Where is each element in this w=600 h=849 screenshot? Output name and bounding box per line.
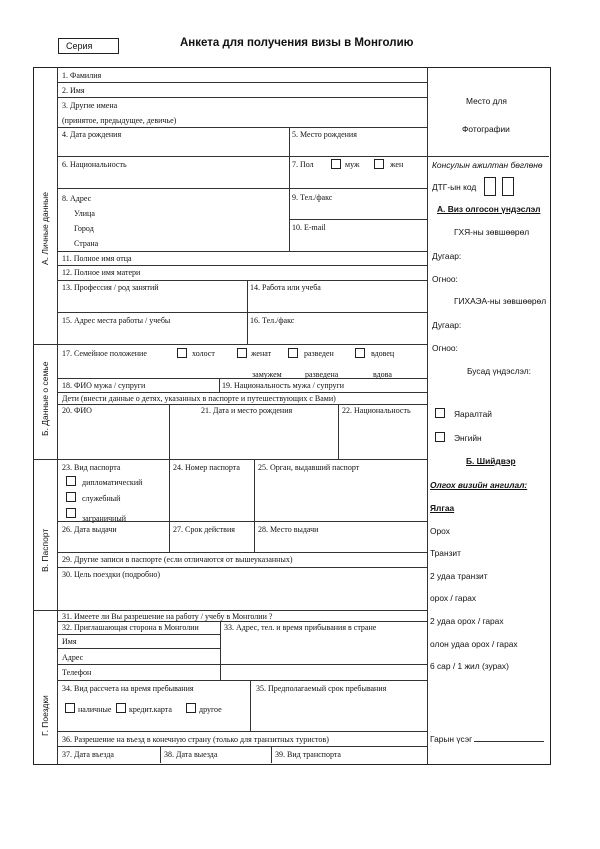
multiple-in-out-option: олон удаа орох / гарах xyxy=(430,639,518,649)
row-line xyxy=(57,567,427,568)
surname-label: 1. Фамилия xyxy=(62,71,102,80)
gender-male-checkbox[interactable] xyxy=(331,159,341,169)
gender-female-checkbox[interactable] xyxy=(374,159,384,169)
number-label-2: Дугаар: xyxy=(432,320,462,330)
divorced-female-label: разведена xyxy=(305,370,339,379)
photo-area-bottom xyxy=(427,156,549,157)
row-line xyxy=(57,392,427,393)
single-checkbox[interactable] xyxy=(177,348,187,358)
row-line xyxy=(57,265,427,266)
section-family: Б. Данные о семье xyxy=(40,361,50,436)
in-out-option: орох / гарах xyxy=(430,593,477,603)
normal-checkbox[interactable] xyxy=(435,432,445,442)
normal-label: Энгийн xyxy=(454,433,482,443)
row-line xyxy=(289,219,427,220)
col-line xyxy=(160,746,161,763)
consul-note: Консулын ажилтан бөглөнө xyxy=(432,160,543,170)
inviting-party-label: 32. Приглашающая сторона в Монголии xyxy=(62,623,199,632)
validity-label: 27. Срок действия xyxy=(173,525,235,534)
city-label: Город xyxy=(74,224,94,233)
side-panel-divider xyxy=(427,67,428,764)
section-column-divider xyxy=(57,67,58,764)
dtg-code-box-2[interactable] xyxy=(502,177,514,196)
passport-diplomatic-checkbox[interactable] xyxy=(66,476,76,486)
exit-date-label: 38. Дата выезда xyxy=(164,750,218,759)
row-line xyxy=(57,312,427,313)
gender-male-label: муж xyxy=(345,160,360,169)
page-title: Анкета для получения визы в Монголию xyxy=(180,37,414,49)
widower-checkbox[interactable] xyxy=(355,348,365,358)
col-line xyxy=(247,280,248,344)
payment-other-checkbox[interactable] xyxy=(186,703,196,713)
row-line xyxy=(57,127,427,128)
section-divider-cd xyxy=(33,610,57,611)
date-label-1: Огноо: xyxy=(432,274,458,284)
signature-line[interactable] xyxy=(474,741,544,742)
first-name-label: 2. Имя xyxy=(62,86,85,95)
other-names-note: (принятое, предыдущее, девичье) xyxy=(62,116,177,125)
street-label: Улица xyxy=(74,209,95,218)
work-phone-label: 16. Тел./факс xyxy=(250,316,295,325)
transit-option: Транзит xyxy=(430,548,461,558)
country-label: Страна xyxy=(74,239,99,248)
gender-female-label: жен xyxy=(390,160,404,169)
row-line xyxy=(57,188,427,189)
row-line xyxy=(57,552,427,553)
photo-line2: Фотографии xyxy=(462,124,510,134)
inviting-name-label: Имя xyxy=(62,637,77,646)
passport-service-checkbox[interactable] xyxy=(66,492,76,502)
section-divider-ab xyxy=(33,344,57,345)
child-name-label: 20. ФИО xyxy=(62,406,92,415)
row-line xyxy=(57,648,220,649)
payment-cash-checkbox[interactable] xyxy=(65,703,75,713)
child-birth-label: 21. Дата и место рождения xyxy=(201,406,293,415)
inviting-address-label: Адрес xyxy=(62,653,84,662)
number-label-1: Дугаар: xyxy=(432,251,462,261)
widow-label: вдова xyxy=(373,370,392,379)
double-in-out-option: 2 удаа орох / гарах xyxy=(430,616,504,626)
passport-diplomatic-label: дипломатический xyxy=(82,478,143,487)
payment-other-label: другое xyxy=(199,705,222,714)
married-checkbox[interactable] xyxy=(237,348,247,358)
entry-visa-option: Орох xyxy=(430,526,450,536)
other-basis-label: Бусад үндэслэл: xyxy=(467,366,531,376)
section-passport: В. Паспорт xyxy=(40,528,50,572)
gender-label: 7. Пол xyxy=(292,160,314,169)
row-line xyxy=(57,680,427,681)
issue-date-label: 26. Дата выдачи xyxy=(62,525,117,534)
photo-line1: Место для xyxy=(466,96,507,106)
passport-service-label: служебный xyxy=(82,494,121,503)
child-nationality-label: 22. Национальность xyxy=(342,406,411,415)
date-label-2: Огноо: xyxy=(432,343,458,353)
row-line xyxy=(57,404,427,405)
trip-purpose-label: 30. Цель поездки (подробно) xyxy=(62,570,161,579)
profession-label: 13. Профессия / род занятий xyxy=(62,283,159,292)
spouse-nationality-label: 19. Национальность мужа / супруги xyxy=(222,381,345,390)
col-line xyxy=(338,404,339,459)
section-trip: Г. Поездки xyxy=(40,695,50,736)
ylgaa-label: Ялгаа xyxy=(430,503,455,513)
stay-address-label: 33. Адрес, тел. и время прибывания в стране xyxy=(224,623,377,632)
birth-place-label: 5. Место рождения xyxy=(292,130,357,139)
married-female-label: замужем xyxy=(252,370,282,379)
col-line xyxy=(169,459,170,552)
nationality-label: 6. Национальность xyxy=(62,160,127,169)
single-label: холост xyxy=(192,349,215,358)
decision-heading: Б. Шийдвэр xyxy=(466,456,516,466)
row-line xyxy=(57,621,427,622)
passport-foreign-checkbox[interactable] xyxy=(66,508,76,518)
urgent-checkbox[interactable] xyxy=(435,408,445,418)
row-line xyxy=(57,664,427,665)
payment-credit-label: кредит.карта xyxy=(129,705,172,714)
other-names-label: 3. Другие имена xyxy=(62,101,118,110)
entry-permit-label: 36. Разрешение на въезд в конечную страну (только для транзитных туристов) xyxy=(62,735,329,744)
address-label: 8. Адрес xyxy=(62,194,92,203)
passport-type-label: 23. Вид паспорта xyxy=(62,463,121,472)
row-line xyxy=(57,731,427,732)
visa-type-label: Олгох визийн ангилал: xyxy=(430,480,528,490)
series-label: Серия xyxy=(66,41,93,51)
married-label: женат xyxy=(251,349,272,358)
phone-fax-label: 9. Тел./факс xyxy=(292,193,333,202)
row-line xyxy=(57,344,427,345)
divorced-checkbox[interactable] xyxy=(288,348,298,358)
row-line xyxy=(57,280,427,281)
dtg-code-label: ДТГ-ын код xyxy=(432,182,477,192)
dtg-code-box-1[interactable] xyxy=(484,177,496,196)
row-line xyxy=(57,634,220,635)
payment-cash-label: наличные xyxy=(78,705,112,714)
passport-number-label: 24. Номер паспорта xyxy=(173,463,240,472)
col-line xyxy=(220,621,221,680)
section-divider-bc xyxy=(33,459,57,460)
col-line xyxy=(254,459,255,552)
transport-label: 39. Вид транспорта xyxy=(275,750,341,759)
other-records-label: 29. Другие записи в паспорте (если отличаются от вышеуказанных) xyxy=(62,555,293,564)
row-line xyxy=(57,251,427,252)
stay-duration-label: 35. Предполагаемый срок пребывания xyxy=(256,684,387,693)
father-name-label: 11. Полное имя отца xyxy=(62,254,132,263)
email-label: 10. E-mail xyxy=(292,223,326,232)
issue-place-label: 28. Место выдачи xyxy=(258,525,319,534)
spouse-name-label: 18. ФИО мужа / супруги xyxy=(62,381,146,390)
work-permit-label: 31. Имеете ли Вы разрешение на работу / учебу в Монголии ? xyxy=(62,612,273,621)
payment-credit-checkbox[interactable] xyxy=(116,703,126,713)
visa-basis-heading: А. Виз олгосон үндэслэл xyxy=(437,204,541,214)
period-option: 6 сар / 1 жил (зурах) xyxy=(430,661,509,671)
signature-label: Гарын үсэг xyxy=(430,734,473,744)
passport-foreign-label: заграничный xyxy=(82,514,127,523)
double-transit-option: 2 удаа транзит xyxy=(430,571,488,581)
col-line xyxy=(271,746,272,763)
passport-issuer-label: 25. Орган, выдавший паспорт xyxy=(258,463,360,472)
work-study-label: 14. Работа или учеба xyxy=(250,283,321,292)
col-line xyxy=(250,680,251,731)
row-line xyxy=(57,610,427,611)
row-line xyxy=(57,459,427,460)
mother-name-label: 12. Полное имя матери xyxy=(62,268,141,277)
widower-label: вдовец xyxy=(371,349,395,358)
section-personal: А. Личные данные xyxy=(40,192,50,265)
children-note: Дети (внести данные о детях, указанных в паспорте и путешествующих с Вами) xyxy=(62,394,336,403)
col-line xyxy=(289,127,290,251)
row-line xyxy=(57,156,427,157)
col-line xyxy=(219,378,220,392)
work-address-label: 15. Адрес места работы / учебы xyxy=(62,316,171,325)
col-line xyxy=(169,404,170,459)
urgent-label: Яаралтай xyxy=(454,409,492,419)
payment-type-label: 34. Вид рассчета на время пребывания xyxy=(62,684,194,693)
inviting-phone-label: Телефон xyxy=(62,668,92,677)
row-line xyxy=(57,746,427,747)
gikhaea-permit: ГИХАЭА-ны зөвшөөрөл xyxy=(454,296,547,306)
birth-date-label: 4. Дата рождения xyxy=(62,130,122,139)
row-line xyxy=(57,82,427,83)
gkha-permit: ГХЯ-ны зөвшөөрөл xyxy=(454,227,530,237)
entry-date-label: 37. Дата въезда xyxy=(62,750,114,759)
divorced-label: разведен xyxy=(304,349,334,358)
row-line xyxy=(57,378,427,379)
row-line xyxy=(57,97,427,98)
marital-status-label: 17. Семейное положение xyxy=(62,349,147,358)
